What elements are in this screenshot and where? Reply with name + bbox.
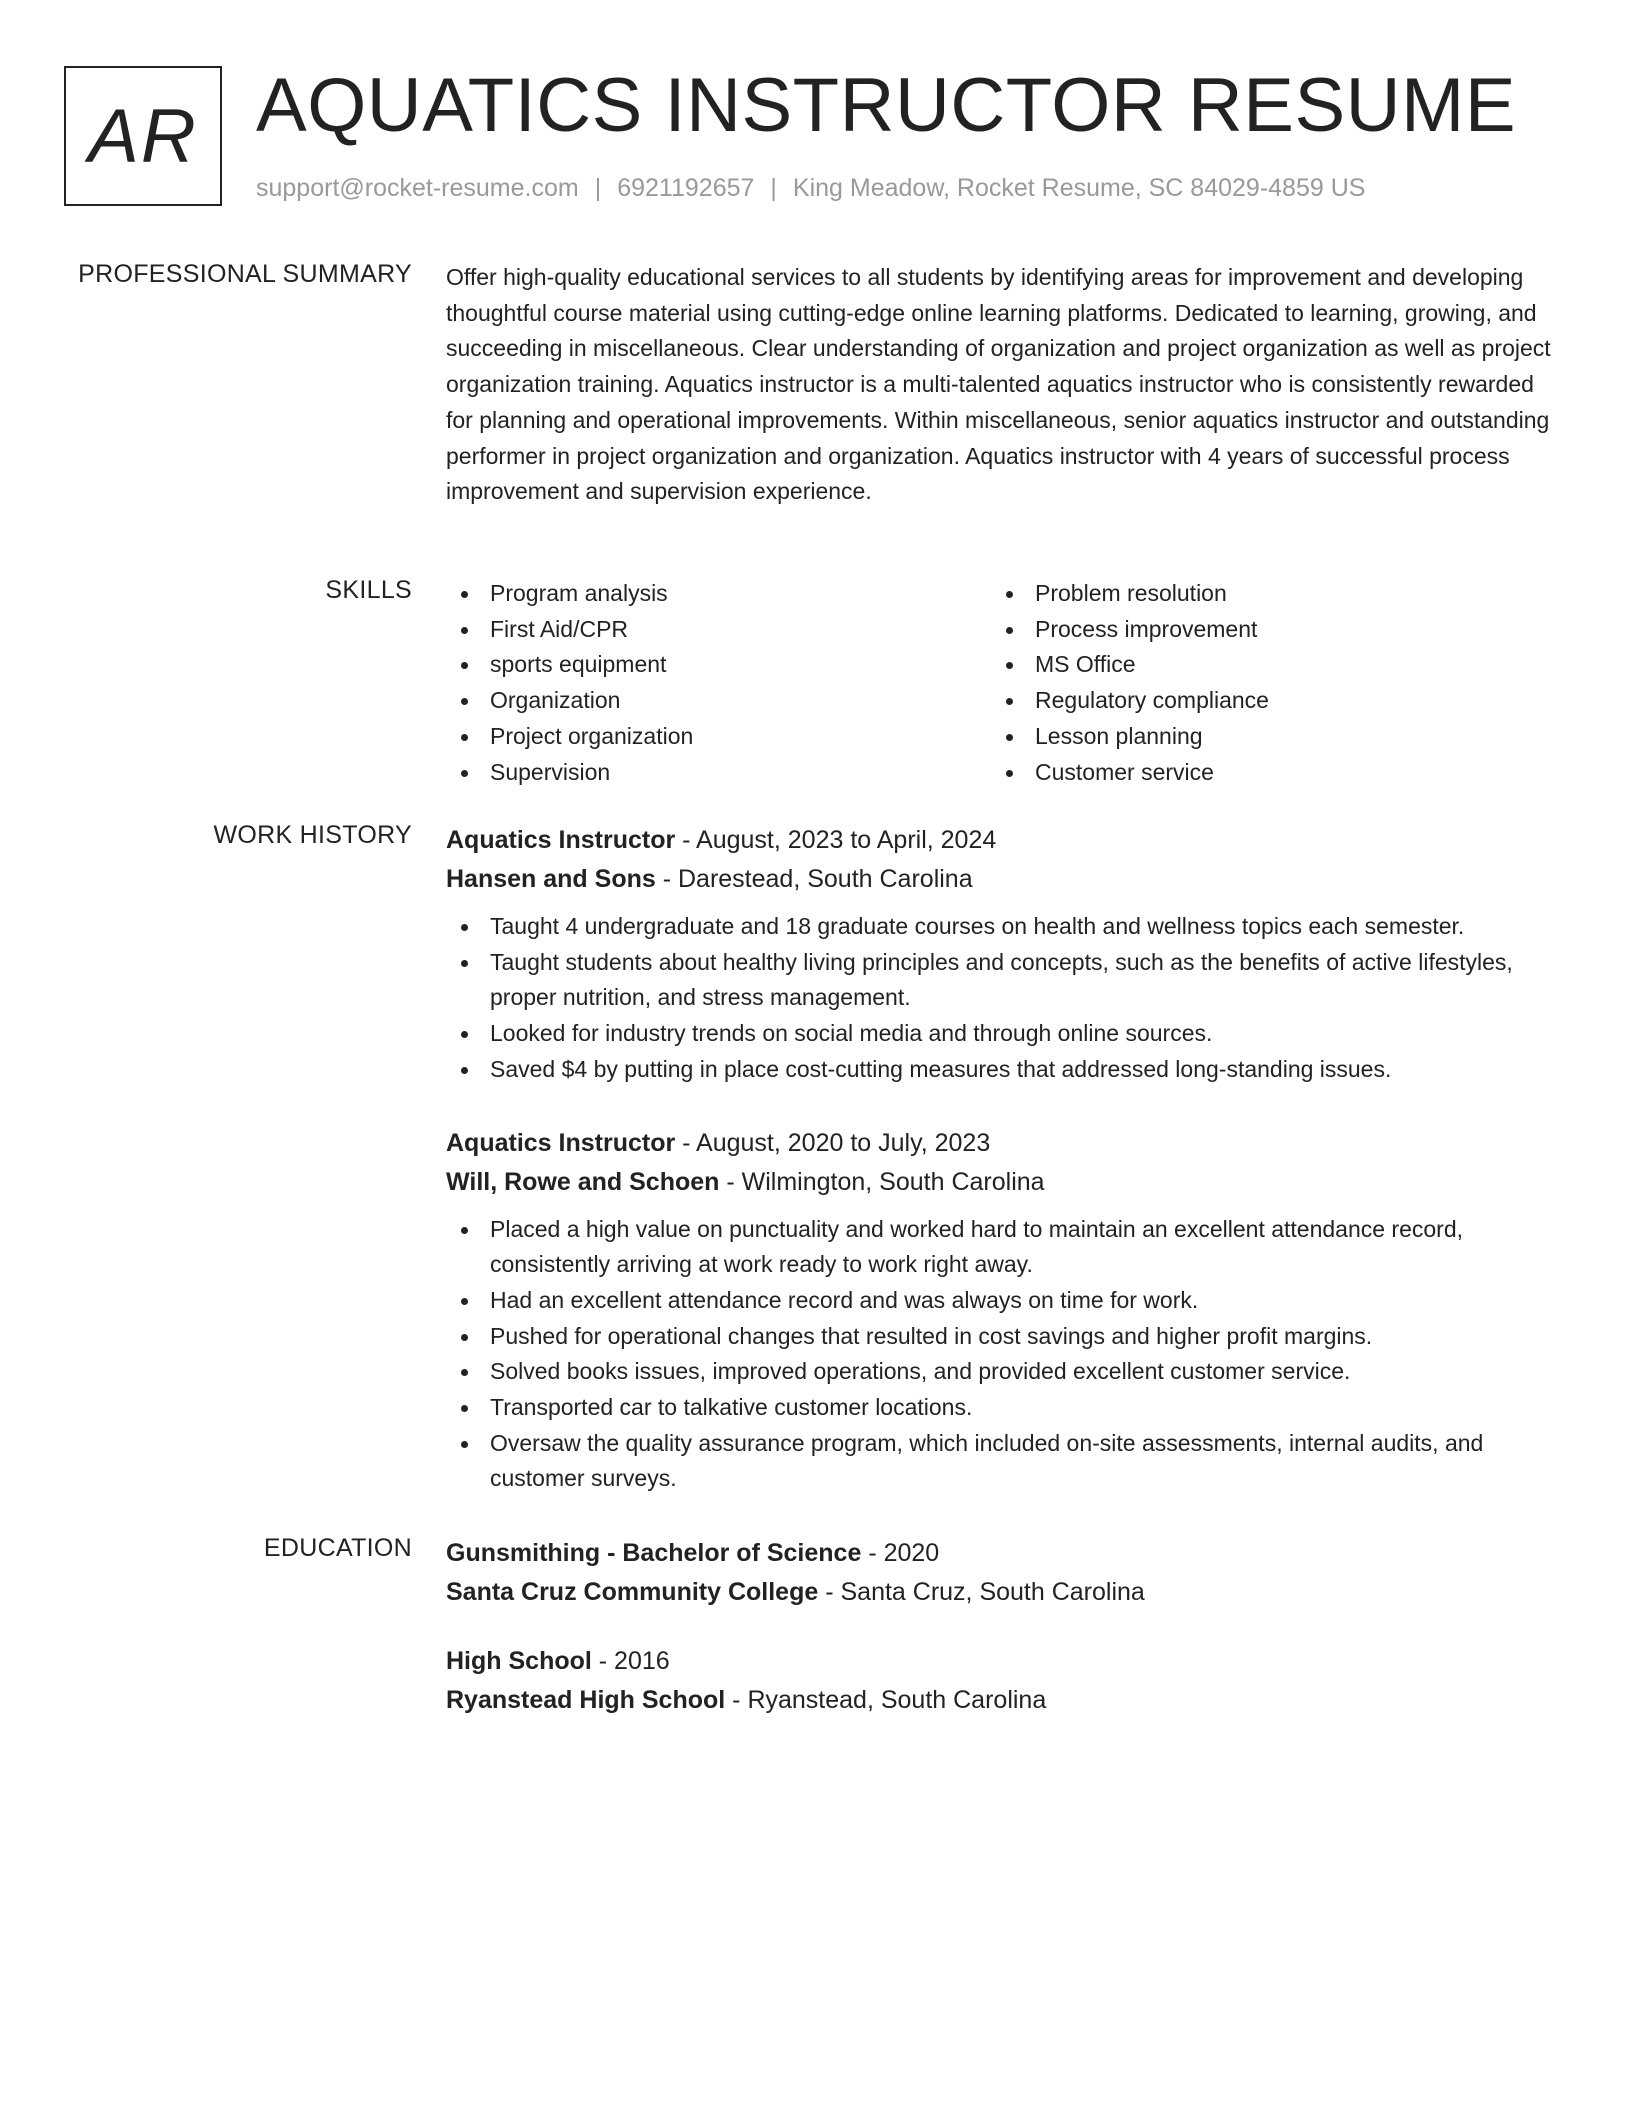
resume-header bbox=[64, 63, 1584, 212]
education-entry bbox=[446, 1642, 1566, 1720]
job-bullet: Taught 4 undergraduate and 18 graduate courses on health and wellness topics each semester. bbox=[446, 909, 1566, 945]
job-bullet: Pushed for operational changes that resulted in cost savings and higher profit margins. bbox=[446, 1319, 1566, 1355]
job-location: - Darestead, South Carolina bbox=[662, 865, 973, 893]
job-entry bbox=[446, 1124, 1566, 1498]
job-title-line bbox=[446, 1124, 1566, 1163]
contact-separator: | bbox=[594, 174, 602, 202]
education-school-line bbox=[446, 1681, 1566, 1720]
education-year: - 2016 bbox=[598, 1647, 670, 1675]
skill-item: Process improvement bbox=[991, 612, 1536, 648]
resume-title: AQUATICS INSTRUCTOR RESUME bbox=[256, 63, 1517, 148]
contact-separator: | bbox=[770, 174, 777, 202]
section-heading-work: WORK HISTORY bbox=[213, 821, 412, 849]
contact-phone: 6921192657 bbox=[617, 174, 755, 202]
skill-item: Supervision bbox=[446, 755, 991, 791]
education-entry bbox=[446, 1534, 1566, 1612]
education-degree: High School bbox=[446, 1647, 592, 1675]
job-entry bbox=[446, 821, 1566, 1088]
education-school-line bbox=[446, 1573, 1566, 1612]
section-heading-skills: SKILLS bbox=[325, 576, 412, 604]
job-title: Aquatics Instructor bbox=[446, 1128, 676, 1157]
skills-grid bbox=[446, 576, 1566, 790]
job-title: Aquatics Instructor bbox=[446, 826, 676, 854]
job-bullet: Saved $4 by putting in place cost-cutting measures that addressed long-standing issues. bbox=[446, 1052, 1566, 1088]
job-bullet: Transported car to talkative customer locations. bbox=[446, 1390, 1566, 1426]
job-bullet: Placed a high value on punctuality and worked hard to maintain an excellent attendance record, consistently arriving at work ready to work right away. bbox=[446, 1212, 1566, 1283]
skill-item: Regulatory compliance bbox=[991, 683, 1536, 719]
education-location: - Santa Cruz, South Carolina bbox=[825, 1578, 1145, 1606]
skill-item: First Aid/CPR bbox=[446, 612, 991, 648]
education-degree: Gunsmithing - Bachelor of Science bbox=[446, 1539, 862, 1567]
monogram-logo: AR bbox=[64, 66, 222, 206]
education-degree-line bbox=[446, 1642, 1566, 1681]
job-bullet: Had an excellent attendance record and was always on time for work. bbox=[446, 1283, 1566, 1319]
job-dates: - August, 2020 to July, 2023 bbox=[682, 1128, 991, 1157]
job-company-line bbox=[446, 1163, 1566, 1202]
contact-address: King Meadow, Rocket Resume, SC 84029-4859 US bbox=[792, 174, 1366, 202]
job-company: Hansen and Sons bbox=[446, 865, 656, 893]
education-location: - Ryanstead, South Carolina bbox=[732, 1686, 1047, 1714]
skill-item: sports equipment bbox=[446, 647, 991, 683]
education-degree-line bbox=[446, 1534, 1566, 1573]
job-dates: - August, 2023 to April, 2024 bbox=[682, 826, 997, 854]
education-school: Santa Cruz Community College bbox=[446, 1578, 819, 1606]
skill-item: Program analysis bbox=[446, 576, 991, 612]
job-bullet: Solved books issues, improved operations, and provided excellent customer service. bbox=[446, 1354, 1566, 1390]
job-company: Will, Rowe and Schoen bbox=[446, 1167, 720, 1196]
skill-item: Organization bbox=[446, 683, 991, 719]
job-company-line bbox=[446, 860, 1566, 899]
summary-text: Offer high-quality educational services to all students by identifying areas for improvement and developing thoughtful course material using cutting-edge online learning platforms. Dedicated to learning, growing, and succeeding in miscellaneous. Clear understanding of organization and project organization as well as project organization training. Aquatics instructor is a multi-talented aquatics instructor who is consistently rewarded for planning and operational improvements. Within miscellaneous, senior aquatics instructor and outstanding performer in project organization and organization. Aquatics instructor with 4 years of successful process improvement and supervision experience. bbox=[446, 264, 1551, 505]
education-year: - 2020 bbox=[868, 1539, 940, 1567]
job-bullets bbox=[446, 909, 1566, 1088]
skills-column-right bbox=[991, 576, 1536, 790]
contact-line bbox=[256, 174, 1365, 203]
section-heading-education: EDUCATION bbox=[263, 1534, 412, 1562]
skill-item: Project organization bbox=[446, 719, 991, 755]
education-school: Ryanstead High School bbox=[446, 1686, 726, 1714]
skill-item: Customer service bbox=[991, 755, 1536, 791]
section-heading-summary: PROFESSIONAL SUMMARY bbox=[78, 260, 412, 288]
job-bullet: Taught students about healthy living principles and concepts, such as the benefits of active lifestyles, proper nutrition, and stress management. bbox=[446, 945, 1566, 1016]
job-bullets bbox=[446, 1212, 1566, 1498]
skills-column-left bbox=[446, 576, 991, 790]
job-bullet: Looked for industry trends on social media and through online sources. bbox=[446, 1016, 1566, 1052]
job-bullet: Oversaw the quality assurance program, which included on-site assessments, internal audits, and customer surveys. bbox=[446, 1426, 1566, 1497]
skill-item: Lesson planning bbox=[991, 719, 1536, 755]
skill-item: Problem resolution bbox=[991, 576, 1536, 612]
job-title-line bbox=[446, 821, 1566, 860]
skill-item: MS Office bbox=[991, 647, 1536, 683]
contact-email: support@rocket-resume.com bbox=[256, 174, 579, 202]
job-location: - Wilmington, South Carolina bbox=[726, 1167, 1045, 1196]
